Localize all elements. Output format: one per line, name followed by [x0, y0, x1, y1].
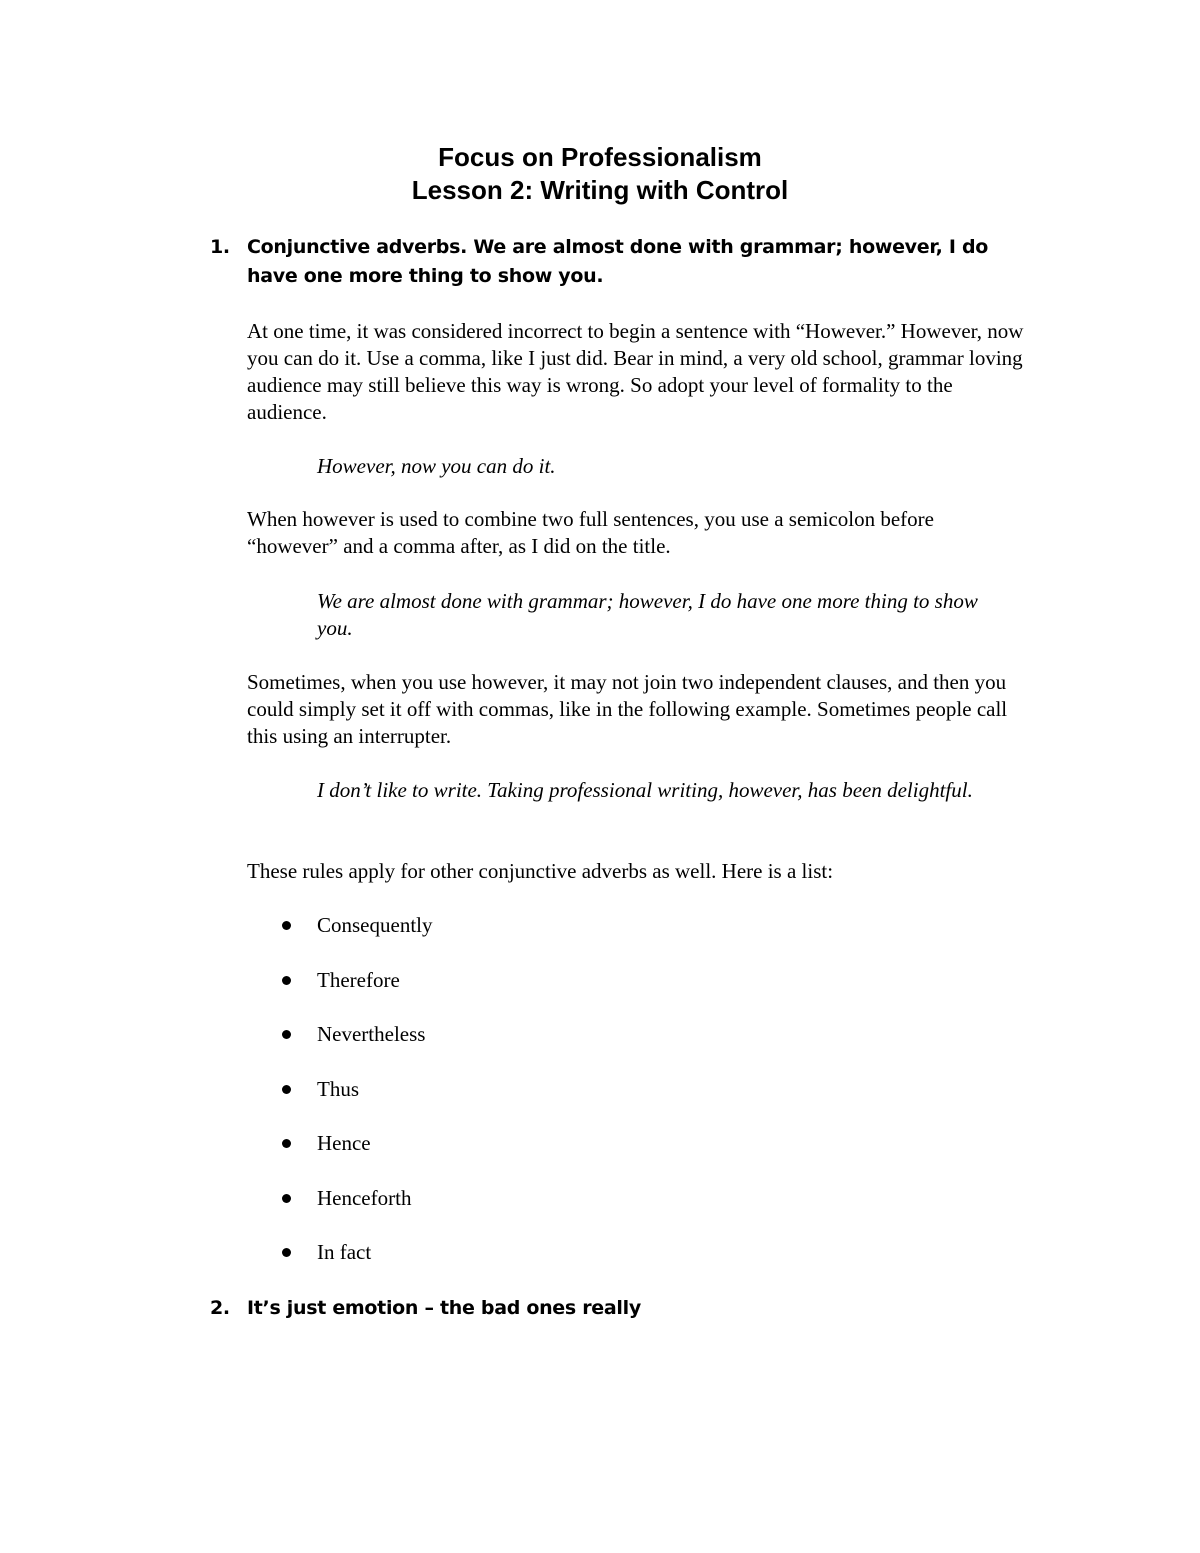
paragraph-4: These rules apply for other conjunctive adverbs as well. Here is a list:	[247, 859, 834, 883]
bullet-icon	[282, 1248, 291, 1257]
section-1-heading-text: Conjunctive adverbs. We are almost done with grammar; however, I do have one more thing to show you.	[247, 236, 989, 287]
list-item-text: Thus	[317, 1076, 359, 1101]
list-item-text: Hence	[317, 1131, 371, 1155]
bullet-icon	[282, 1085, 291, 1094]
paragraph-3: Sometimes, when you use however, it may not join two independent clauses, and then you could simply set it off with commas, like in the following example. Sometimes people call this using an interrupter.	[247, 670, 1008, 748]
bullet-icon	[282, 976, 291, 985]
list-item-text: Henceforth	[317, 1185, 412, 1210]
list-item-text: Therefore	[317, 967, 400, 992]
document-title: Focus on Professionalism	[438, 142, 762, 172]
bullet-icon	[282, 1194, 291, 1203]
example-2: We are almost done with grammar; however, I do have one more thing to show you.	[317, 589, 978, 640]
bullet-icon	[282, 921, 291, 930]
section-1-number: 1.	[210, 236, 230, 258]
paragraph-1: At one time, it was considered incorrect to begin a sentence with “However.” However, now you can do it. Use a comma, like I just did. Bear in mind, a very old school, grammar loving audience may still believe this way is wrong. So adopt your level of formality to the audience.	[247, 319, 1024, 424]
section-2-heading-text: It’s just emotion – the bad ones really	[247, 1297, 641, 1319]
list-item-text: In fact	[317, 1240, 372, 1264]
lesson-title: Lesson 2: Writing with Control	[411, 175, 789, 205]
list-item-text: Nevertheless	[317, 1022, 426, 1046]
section-2-number: 2.	[210, 1297, 230, 1319]
section-1-heading	[210, 233, 1027, 291]
list-item-text: Consequently	[317, 913, 433, 937]
section-2-heading	[210, 1294, 1027, 1323]
paragraph-2: When however is used to combine two full sentences, you use a semicolon before “however” and a comma after, as I did on the title.	[247, 507, 934, 558]
bullet-icon	[282, 1030, 291, 1039]
example-1: However, now you can do it.	[317, 454, 556, 478]
bullet-icon	[282, 1139, 291, 1148]
example-3: I don’t like to write. Taking professional writing, however, has been delightful.	[317, 778, 973, 802]
